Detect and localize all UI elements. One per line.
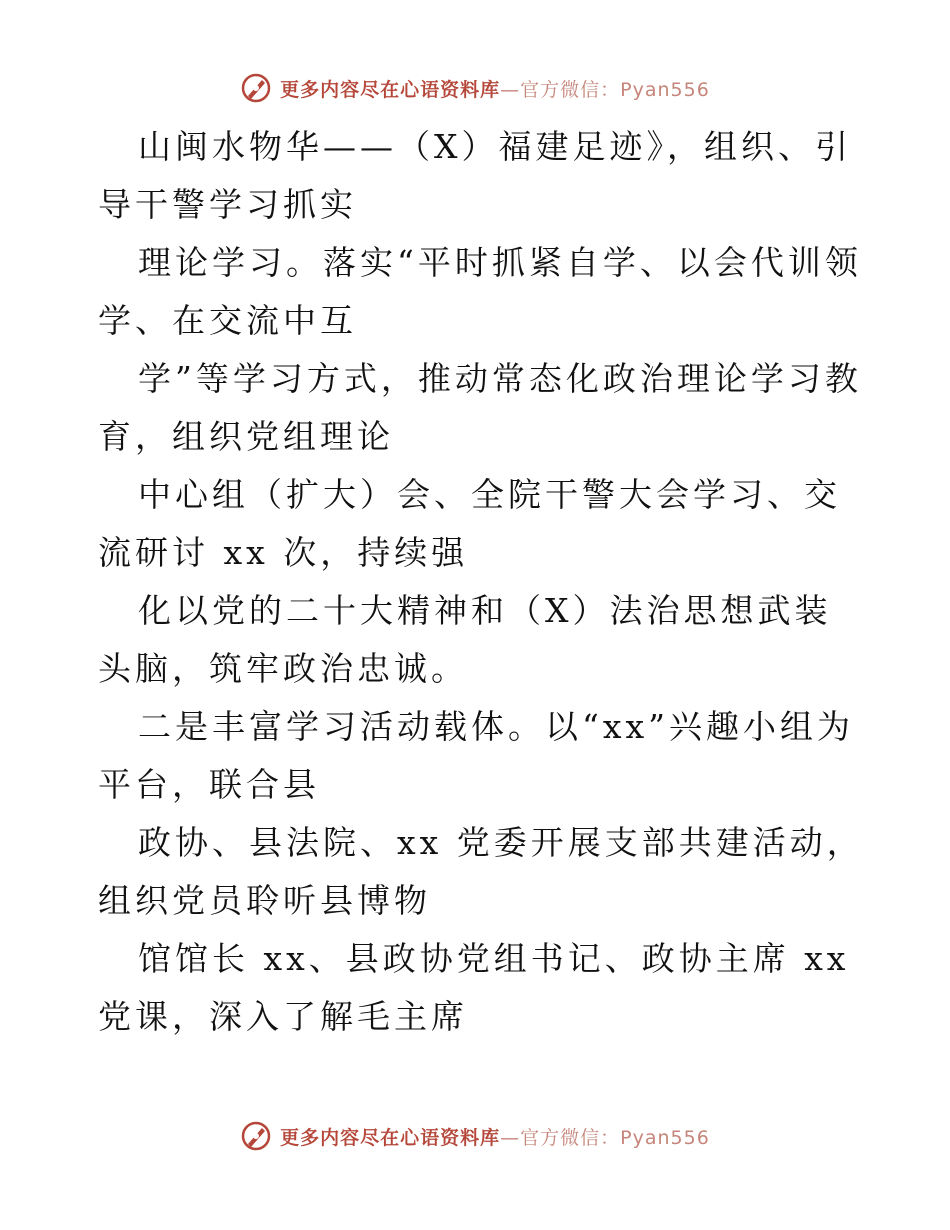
paragraph: 山闽水物华——（X）福建足迹》，组织、引导干警学习抓实 [98, 127, 852, 224]
paragraph: 学”等学习方式，推动常态化政治理论学习教育，组织党组理论 [98, 359, 862, 456]
paragraph: 化以党的二十大精神和（X）法治思想武装头脑，筑牢政治忠诚。 [98, 591, 832, 688]
header-watermark [0, 72, 950, 104]
paragraph: 二是丰富学习活动载体。以“xx”兴趣小组为平台，联合县 [98, 707, 854, 804]
watermark-text: 更多内容尽在心语资料库—官方微信：Pyan556 [280, 78, 710, 101]
pen-logo-icon [240, 72, 272, 104]
footer-watermark [0, 1120, 950, 1152]
paragraph: 理论学习。落实“平时抓紧自学、以会代训领学、在交流中互 [98, 243, 862, 340]
paragraph: 政协、县法院、xx 党委开展支部共建活动，组织党员聆听县博物 [98, 823, 864, 920]
paragraph: 中心组（扩大）会、全院干警大会学习、交流研讨 xx 次，持续强 [98, 475, 841, 572]
watermark-text: 更多内容尽在心语资料库—官方微信：Pyan556 [280, 1126, 710, 1149]
document-body [98, 118, 868, 1046]
pen-logo-icon [240, 1120, 272, 1152]
paragraph: 馆馆长 xx、县政协党组书记、政协主席 xx 党课，深入了解毛主席 [98, 939, 850, 1036]
